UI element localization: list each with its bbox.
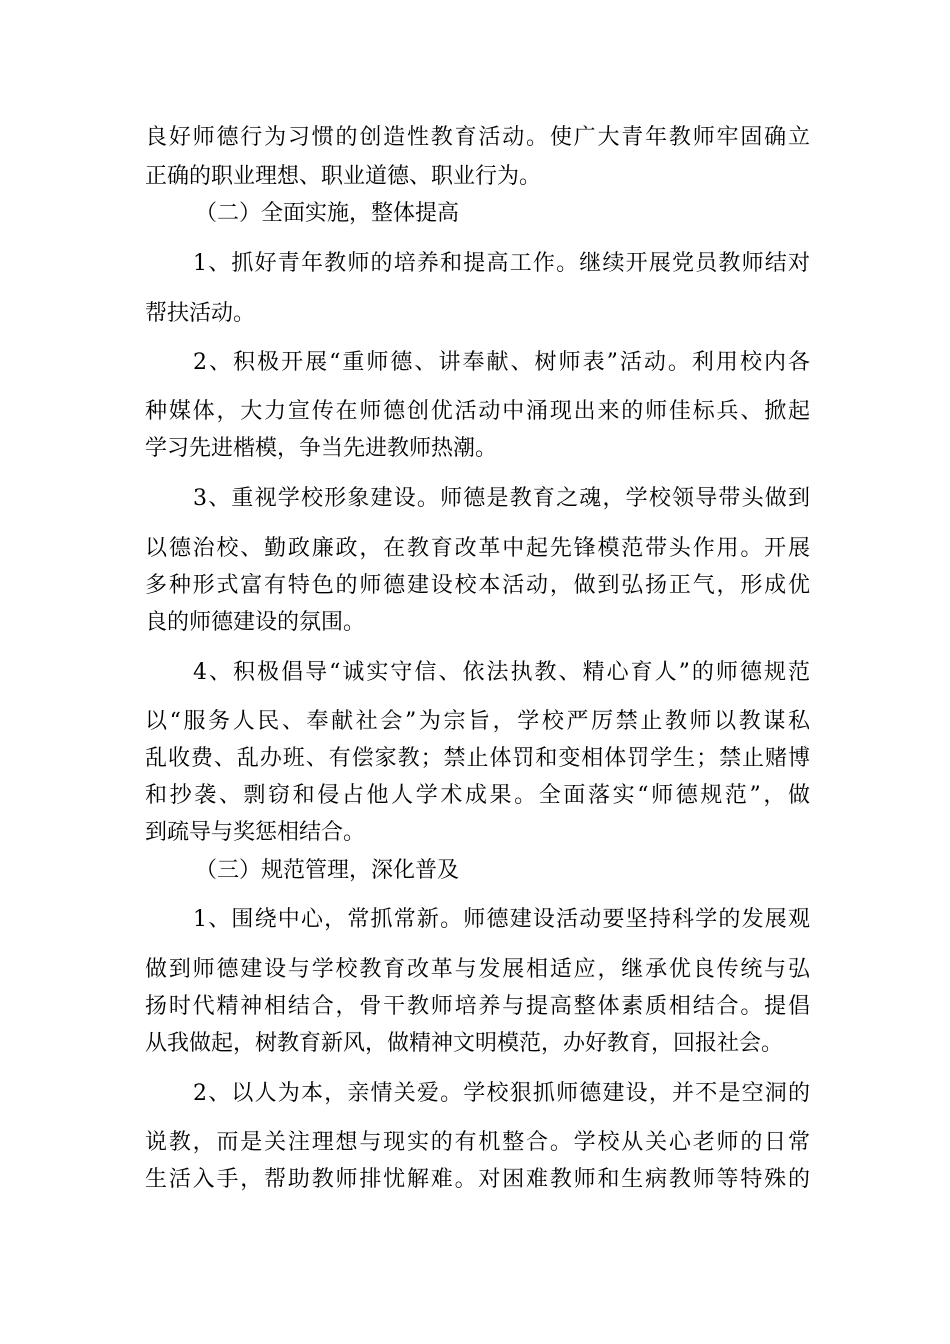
text-line: 多种形式富有特色的师德建设校本活动，做到弘扬正气，形成优 [145,573,810,598]
text-line: 以德治校、勤政廉政，在教育改革中起先锋模范带头作用。开展 [145,536,810,561]
text-line: 2、积极开展“重师德、讲奉献、树师表”活动。利用校内各 [193,350,810,375]
text-line: 帮扶活动。 [145,301,256,326]
text-line: 到疏导与奖惩相结合。 [145,820,366,845]
text-line: 1、围绕中心，常抓常新。师德建设活动要坚持科学的发展观 [193,907,810,932]
text-line: 种媒体，大力宣传在师德创优活动中涌现出来的师佳标兵、掀起 [145,399,810,424]
text-line: 正确的职业理想、职业道德、职业行为。 [145,164,542,189]
text-line: 1、抓好青年教师的培养和提高工作。继续开展党员教师结对 [193,251,810,276]
section-heading: （二）全面实施，整体提高 [195,201,460,226]
text-line: 2、以人为本，亲情关爱。学校狠抓师德建设，并不是空洞的 [193,1081,810,1106]
text-line: 良好师德行为习惯的创造性教育活动。使广大青年教师牢固确立 [145,125,810,150]
text-line: 学习先进楷模，争当先进教师热潮。 [145,436,498,461]
text-line: 从我做起，树教育新风，做精神文明模范，办好教育，回报社会。 [145,1031,784,1056]
text-line: 做到师德建设与学校教育改革与发展相适应，继承优良传统与弘 [145,957,810,982]
text-line: 和抄袭、剽窃和侵占他人学术成果。全面落实“师德规范”，做 [145,783,810,808]
text-line: 3、重视学校形象建设。师德是教育之魂，学校领导带头做到 [193,486,810,511]
text-line: 说教，而是关注理想与现实的有机整合。学校从关心老师的日常 [145,1130,810,1155]
text-line: 以“服务人民、奉献社会”为宗旨，学校严厉禁止教师以教谋私 [145,709,810,734]
text-line: 扬时代精神相结合，骨干教师培养与提高整体素质相结合。提倡 [145,994,810,1019]
text-line: 4、积极倡导“诚实守信、依法执教、精心育人”的师德规范 [193,660,810,685]
section-heading: （三）规范管理，深化普及 [195,858,460,883]
text-line: 乱收费、乱办班、有偿家教；禁止体罚和变相体罚学生；禁止赌博 [145,746,810,771]
text-line: 良的师德建设的氛围。 [145,610,366,635]
text-line: 生活入手，帮助教师排忧解难。对困难教师和生病教师等特殊的 [145,1167,810,1192]
